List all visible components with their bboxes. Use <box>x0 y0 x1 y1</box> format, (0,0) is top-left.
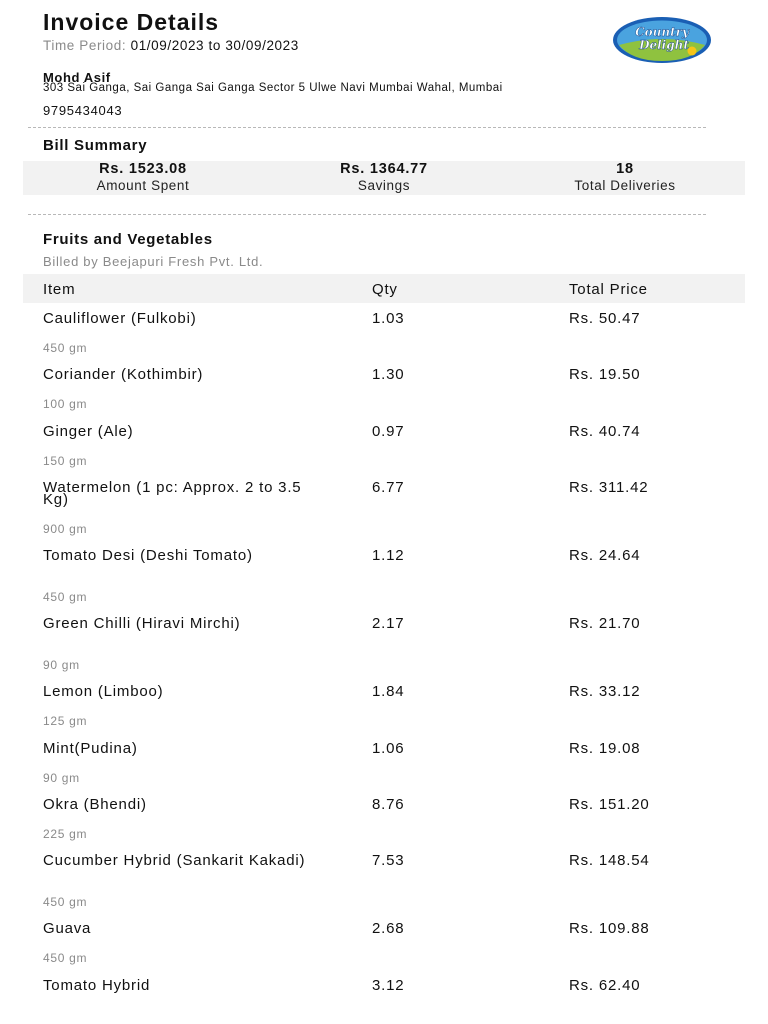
item-unit: 125 gm <box>43 714 88 728</box>
item-price: Rs. 62.40 <box>569 977 641 994</box>
item-qty: 7.53 <box>372 852 405 869</box>
item-name: Green Chilli (Hiravi Mirchi) <box>43 615 241 632</box>
item-name: Cauliflower (Fulkobi) <box>43 310 197 327</box>
item-unit: 90 gm <box>43 658 80 672</box>
item-price: Rs. 109.88 <box>569 920 650 937</box>
item-name: Tomato Desi (Deshi Tomato) <box>43 547 253 564</box>
item-name: Mint(Pudina) <box>43 740 138 757</box>
item-qty: 0.97 <box>372 423 405 440</box>
item-unit: 450 gm <box>43 590 88 604</box>
item-qty: 1.03 <box>372 310 405 327</box>
savings <box>269 161 499 193</box>
logo-text-line2: Delight <box>639 38 689 52</box>
item-name: Tomato Hybrid <box>43 977 151 994</box>
item-price: Rs. 24.64 <box>569 547 641 564</box>
amount-spent-label: Amount Spent <box>96 178 190 193</box>
item-price: Rs. 151.20 <box>569 796 650 813</box>
table-header <box>23 274 745 303</box>
item-unit: 900 gm <box>43 522 88 536</box>
amount-spent-value: Rs. 1523.08 <box>99 161 187 177</box>
item-qty: 2.68 <box>372 920 405 937</box>
item-name: Coriander (Kothimbir) <box>43 366 204 383</box>
time-period <box>43 38 299 53</box>
billed-by: Billed by Beejapuri Fresh Pvt. Ltd. <box>43 254 264 269</box>
item-unit: 90 gm <box>43 771 80 785</box>
item-unit: 450 gm <box>43 895 88 909</box>
logo-text-line1: Country <box>635 25 689 39</box>
customer-name: Mohd Asif <box>43 70 111 85</box>
total-deliveries-label: Total Deliveries <box>574 178 676 193</box>
item-unit: 450 gm <box>43 951 88 965</box>
section-heading: Fruits and Vegetables <box>43 231 213 248</box>
savings-value: Rs. 1364.77 <box>340 161 428 177</box>
item-qty: 1.84 <box>372 683 405 700</box>
item-unit: 150 gm <box>43 454 88 468</box>
item-qty: 3.12 <box>372 977 405 994</box>
divider <box>28 127 706 128</box>
customer-phone: 9795434043 <box>43 103 123 118</box>
bill-summary-heading: Bill Summary <box>43 137 148 154</box>
amount-spent <box>28 161 258 193</box>
item-price: Rs. 33.12 <box>569 683 641 700</box>
item-price: Rs. 21.70 <box>569 615 641 632</box>
time-period-value: 01/09/2023 to 30/09/2023 <box>130 38 299 53</box>
item-name: Guava <box>43 920 92 937</box>
item-price: Rs. 148.54 <box>569 852 650 869</box>
item-name: Okra (Bhendi) <box>43 796 147 813</box>
item-name: Ginger (Ale) <box>43 423 134 440</box>
item-name: Cucumber Hybrid (Sankarit Kakadi) <box>43 852 306 869</box>
item-qty: 6.77 <box>372 479 405 496</box>
bill-summary-panel <box>23 161 745 195</box>
item-qty: 1.12 <box>372 547 405 564</box>
divider <box>28 214 706 215</box>
item-qty: 2.17 <box>372 615 405 632</box>
item-unit: 225 gm <box>43 827 88 841</box>
item-qty: 1.30 <box>372 366 405 383</box>
column-header-item: Item <box>43 281 76 298</box>
item-price: Rs. 311.42 <box>569 479 649 496</box>
savings-label: Savings <box>357 178 411 193</box>
item-name: Lemon (Limboo) <box>43 683 164 700</box>
column-header-qty: Qty <box>372 281 398 298</box>
item-price: Rs. 19.50 <box>569 366 641 383</box>
total-deliveries <box>510 161 740 193</box>
item-price: Rs. 40.74 <box>569 423 641 440</box>
item-unit: 100 gm <box>43 397 88 411</box>
item-price: Rs. 50.47 <box>569 310 641 327</box>
item-name: Watermelon (1 pc: Approx. 2 to 3.5 Kg) <box>43 479 302 508</box>
brand-logo <box>610 14 714 66</box>
total-deliveries-value: 18 <box>616 161 634 177</box>
column-header-total-price: Total Price <box>569 281 648 298</box>
item-unit: 450 gm <box>43 341 88 355</box>
time-period-label: Time Period: <box>43 38 127 53</box>
customer-address: 303 Sai Ganga, Sai Ganga Sai Ganga Sector 5 Ulwe Navi Mumbai Wahal, Mumbai <box>43 82 503 94</box>
page-title: Invoice Details <box>43 9 220 35</box>
item-qty: 8.76 <box>372 796 405 813</box>
item-price: Rs. 19.08 <box>569 740 641 757</box>
item-qty: 1.06 <box>372 740 405 757</box>
